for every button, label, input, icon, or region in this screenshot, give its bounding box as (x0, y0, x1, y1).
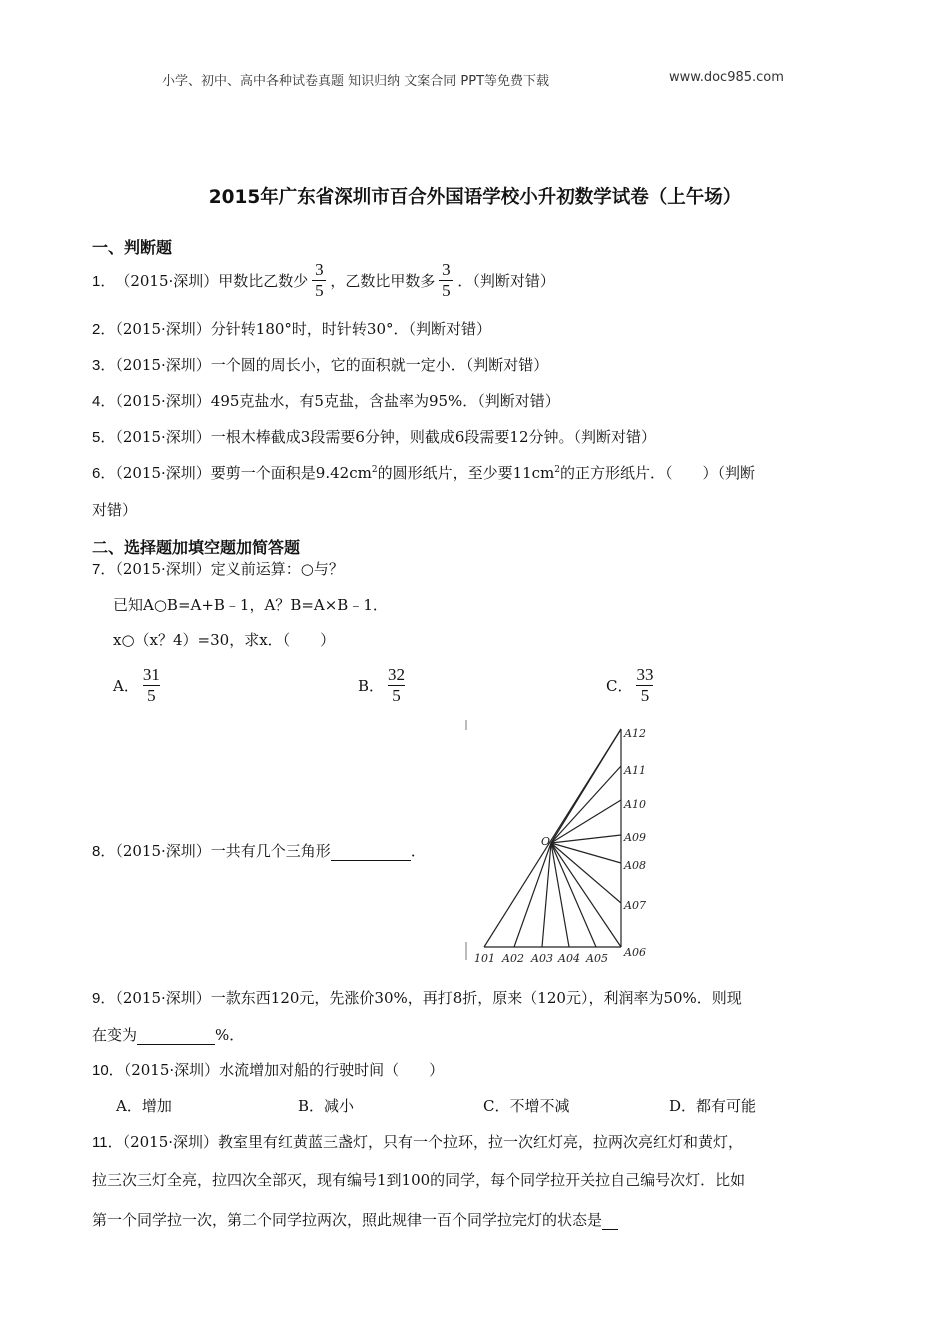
fraction: $\frac{3}{5}$ (439, 260, 453, 301)
page-title: 2015年广东省深圳市百合外国语学校小升初数学试卷（上午场） (208, 187, 742, 208)
label-a08: A08 (624, 859, 646, 872)
label-a07: A07 (624, 899, 646, 912)
q7-option-a[interactable]: A． $\frac{31}{5}$ (113, 665, 160, 705)
question-11-line3: 第一个同学拉一次，第二个同学拉两次，照此规律一百个同学拉完灯的状态是 (92, 1209, 618, 1230)
label-a05: A05 (586, 952, 608, 965)
question-5: 5．（2015·深圳）一根木棒截成3段需要6分钟，则截成6段需要12分钟。（判断对错） (92, 428, 657, 446)
label-a03: A03 (531, 952, 553, 965)
question-11-line2: 拉三次三灯全亮，拉四次全部灭，现有编号1到100的同学，每个同学拉开关拉自己编号次灯．比如 (92, 1171, 746, 1189)
label-a10: A10 (624, 798, 646, 811)
q10-option-b[interactable]: B．减小 (298, 1097, 355, 1115)
header-left: 小学、初中、高中各种试卷真题 知识归纳 文案合同 PPT等免费下载 (162, 74, 550, 89)
question-10: 10．（2015·深圳）水流增加对船的行驶时间（ ） (92, 1061, 445, 1079)
q10-option-a[interactable]: A．增加 (116, 1097, 172, 1115)
q7-option-c[interactable]: C． $\frac{33}{5}$ (606, 665, 654, 705)
question-11: 11．（2015·深圳）教室里有红黄蓝三盏灯，只有一个拉环，拉一次红灯亮，拉两次亮红灯和黄灯， (92, 1133, 744, 1151)
label-101: 101 (474, 952, 495, 965)
answer-blank[interactable] (137, 1026, 215, 1045)
question-2: 2．（2015·深圳）分针转180°时，时针转30°．（判断对错） (92, 320, 492, 338)
question-8: 8．（2015·深圳）一共有几个三角形 ． (92, 842, 426, 860)
q10-option-c[interactable]: C．不增不减 (483, 1097, 570, 1115)
q10-option-d[interactable]: D．都有可能 (669, 1097, 757, 1115)
label-a02: A02 (502, 952, 524, 965)
label-a04: A04 (558, 952, 580, 965)
question-9: 9．（2015·深圳）一款东西120元，先涨价30%，再打8折，原来（120元），利润率为50%．则现 (92, 989, 742, 1007)
triangle-figure (462, 720, 662, 966)
label-a11: A11 (624, 764, 646, 777)
section-1-heading: 一、判断题 (92, 238, 173, 257)
section-2-heading: 二、选择题加填空题加简答题 (92, 538, 301, 557)
question-3: 3．（2015·深圳）一个圆的周长小，它的面积就一定小．（判断对错） (92, 356, 549, 374)
question-7: 7．（2015·深圳）定义前运算：○与？ (92, 560, 344, 578)
label-a09: A09 (624, 831, 646, 844)
answer-blank[interactable] (602, 1211, 618, 1230)
question-6-line2: 对错） (92, 501, 138, 519)
fraction: $\frac{3}{5}$ (312, 260, 326, 301)
question-9-line2: 在变为 %． (92, 1026, 245, 1044)
q7-option-b[interactable]: B． $\frac{32}{5}$ (358, 665, 406, 705)
question-7-line3: x○（x？4）=30，求x．（ ） (113, 631, 336, 649)
question-7-line2: 已知A○B=A+B﹣1，A？B=A×B﹣1． (113, 596, 388, 614)
question-1: 1． （2015·深圳） 甲数比乙数少 $\frac{3}{5}$ ，乙数比甲数多 $\frac{3}{5}$ ．（判断对错） (92, 259, 555, 300)
question-4: 4．（2015·深圳）495克盐水，有5克盐，含盐率为95%．（判断对错） (92, 392, 560, 410)
label-a12: A12 (624, 727, 646, 740)
answer-blank[interactable] (331, 842, 411, 861)
label-o: O (541, 835, 551, 848)
header-url[interactable]: www.doc985.com (669, 70, 784, 85)
label-a06: A06 (624, 946, 646, 959)
question-6: 6．（2015·深圳）要剪一个面积是$9.42cm^2$的圆形纸片，至少要$11cm^2$的正方形纸片．（ ）（判断 (92, 464, 756, 482)
